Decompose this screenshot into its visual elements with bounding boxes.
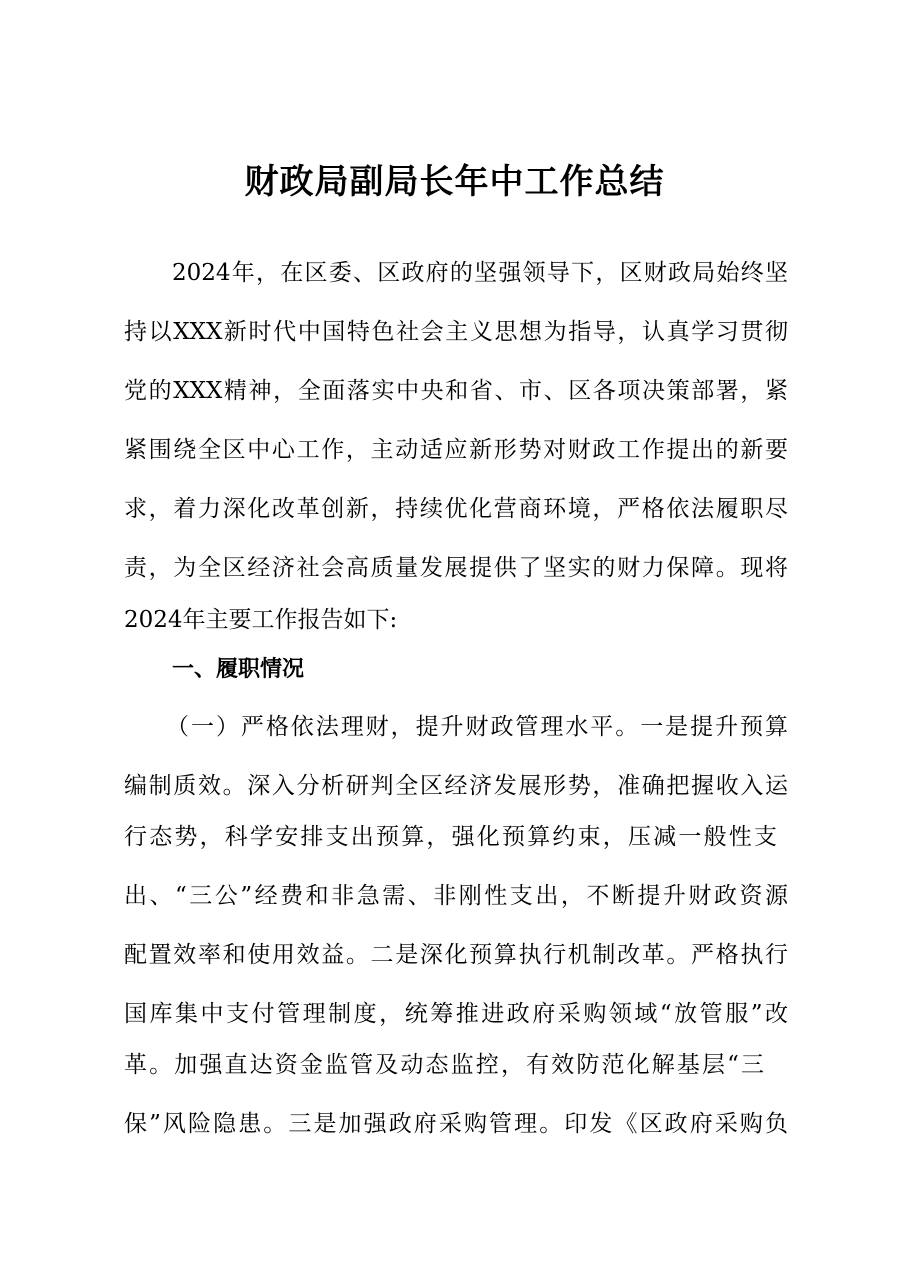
section-heading: 一、履职情况	[172, 657, 305, 682]
text-line: 紧围绕全区中心工作，主动适应新形势对财政工作提出的新要	[124, 437, 788, 463]
text-line: 2024年，在区委、区政府的坚强领导下，区财政局始终坚	[172, 260, 788, 286]
text-line: 保”风险隐患。三是加强政府采购管理。印发《区政府采购负	[124, 1111, 788, 1137]
text-line: （一）严格依法理财，提升财政管理水平。一是提升预算	[166, 714, 788, 740]
text-line: 党的XXX精神，全面落实中央和省、市、区各项决策部署，紧	[124, 378, 788, 404]
text-line: 持以XXX新时代中国特色社会主义思想为指导，认真学习贯彻	[124, 319, 788, 345]
text-line: 求，着力深化改革创新，持续优化营商环境，严格依法履职尽	[124, 496, 788, 522]
document-title: 财政局副局长年中工作总结	[244, 162, 665, 202]
text-line: 行态势，科学安排支出预算，强化预算约束，压减一般性支	[124, 824, 780, 850]
text-line: 责，为全区经济社会高质量发展提供了坚实的财力保障。现将	[124, 555, 788, 581]
text-line: 出、“三公”经费和非急需、非刚性支出，不断提升财政资源	[124, 883, 788, 909]
text-line: 革。加强直达资金监管及动态监控，有效防范化解基层“三	[124, 1052, 764, 1078]
text-line: 国库集中支付管理制度，统筹推进政府采购领域“放管服”改	[124, 1001, 788, 1027]
text-line: 2024年主要工作报告如下:	[124, 607, 398, 633]
text-line: 编制质效。深入分析研判全区经济发展形势，准确把握收入运	[124, 773, 788, 799]
text-line: 配置效率和使用效益。二是深化预算执行机制改革。严格执行	[124, 942, 788, 968]
